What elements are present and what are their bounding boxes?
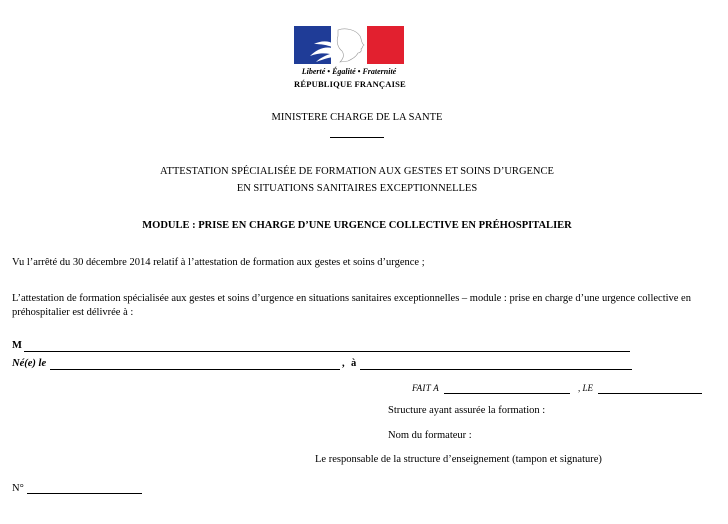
birth-place-field[interactable] xyxy=(360,369,632,370)
done-at-field[interactable] xyxy=(444,393,570,394)
comma-separator: , xyxy=(342,358,345,369)
separator-line xyxy=(330,137,384,138)
done-at-label: FAIT A xyxy=(412,383,440,393)
legal-reference: Vu l’arrêté du 30 décembre 2014 relatif à l’attestation de formation aux gestes et soins d’urgence ; xyxy=(12,257,425,268)
trainer-name-label: Nom du formateur : xyxy=(388,430,472,441)
marianne-flag-icon xyxy=(294,26,404,64)
birth-date-field[interactable] xyxy=(50,369,340,370)
module-title: MODULE : PRISE EN CHARGE D’UNE URGENCE COLLECTIVE EN PRÉHOSPITALIER xyxy=(142,220,572,231)
training-structure-label: Structure ayant assurée la formation : xyxy=(388,405,546,416)
birth-place-label: à xyxy=(351,358,357,369)
republic-name: RÉPUBLIQUE FRANÇAISE xyxy=(294,79,406,89)
recipient-label: M xyxy=(12,340,22,351)
title-line-1: ATTESTATION SPÉCIALISÉE DE FORMATION AUX GESTES ET SOINS D’URGENCE xyxy=(160,166,554,177)
recipient-name-field[interactable] xyxy=(24,351,630,352)
number-field[interactable] xyxy=(27,493,142,494)
responsible-signature-label: Le responsable de la structure d’enseignement (tampon et signature) xyxy=(315,454,602,465)
issuance-statement: L’attestation de formation spécialisée aux gestes et soins d’urgence en situations sanitaires exceptionnelles – module : prise en charge d’une urgence collective en préhospitalier est délivrée à : xyxy=(12,293,691,318)
title-line-2: EN SITUATIONS SANITAIRES EXCEPTIONNELLES xyxy=(236,183,478,194)
birth-date-label: Né(e) le xyxy=(12,358,47,369)
number-label: N° xyxy=(12,483,24,494)
ministry-name: MINISTERE CHARGE DE LA SANTE xyxy=(271,112,443,123)
marianne-logo xyxy=(294,26,404,94)
republic-motto: Liberté • Égalité • Fraternité xyxy=(301,67,397,76)
date-label: , LE xyxy=(578,383,594,393)
date-field[interactable] xyxy=(598,393,702,394)
